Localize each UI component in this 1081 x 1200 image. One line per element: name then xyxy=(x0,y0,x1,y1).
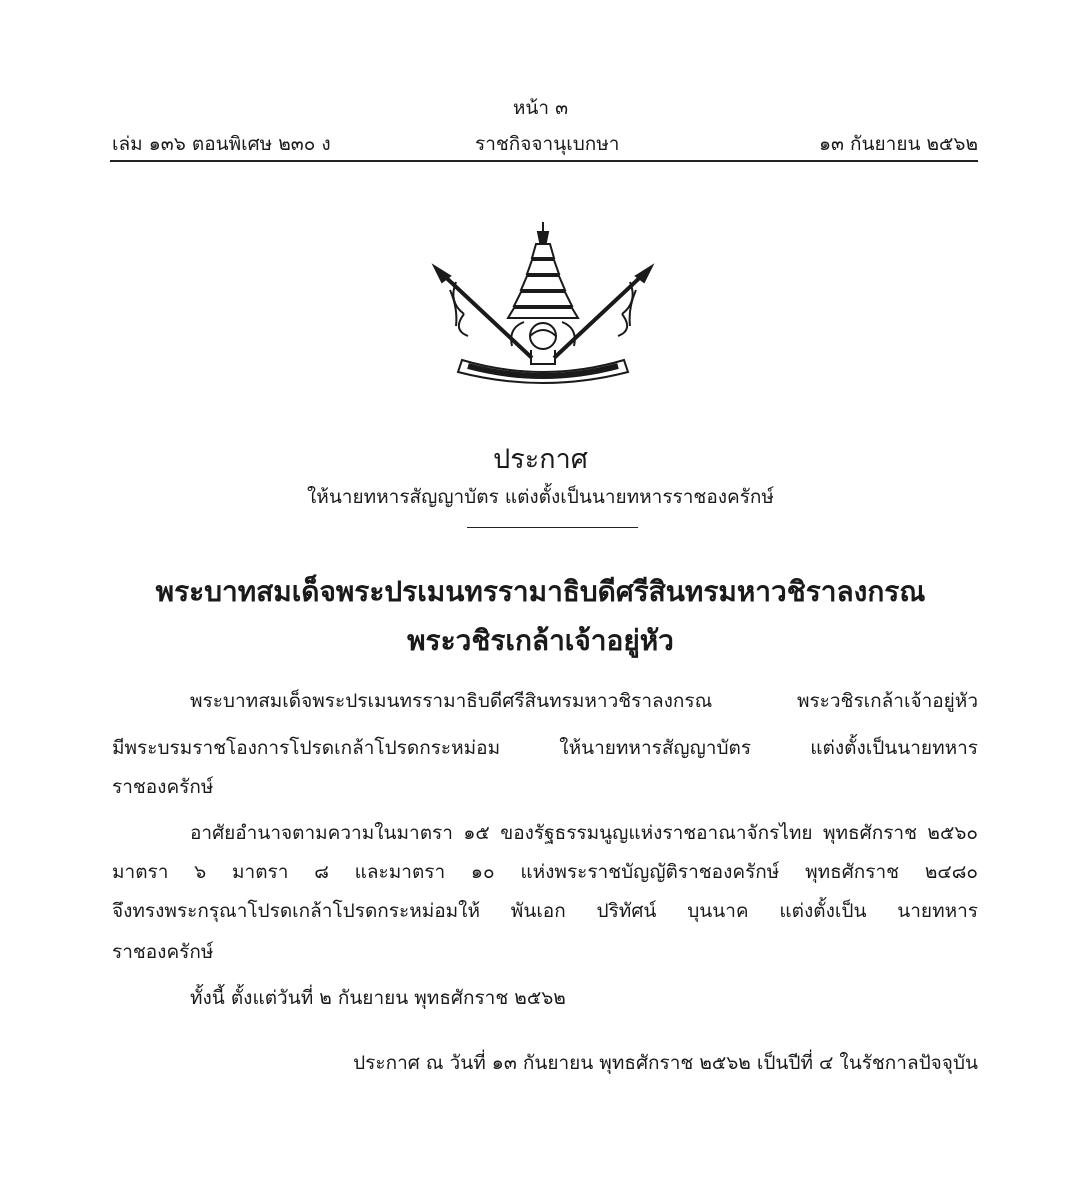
closing-statement: ประกาศ ณ วันที่ ๑๓ กันยายน พุทธศักราช ๒๕๖๒ เป็นปีที่ ๔ ในรัชกาลปัจจุบัน xyxy=(353,1052,978,1074)
page-number: หน้า ๓ xyxy=(512,97,569,119)
royal-emblem-icon xyxy=(428,218,658,388)
announcement-title: ประกาศ xyxy=(493,444,588,475)
publication-name: ราชกิจจานุเบกษา xyxy=(475,133,620,155)
king-name-line-2: พระวชิรเกล้าเจ้าอยู่หัว xyxy=(407,624,674,657)
paragraph-2-line-2: มาตรา ๖ มาตรา ๘ และมาตรา ๑๐ แห่งพระราชบัญญัติราชองครักษ์ พุทธศักราช ๒๔๘๐ xyxy=(112,861,978,883)
paragraph-2-line-4: ราชองครักษ์ xyxy=(112,941,214,963)
publication-date: ๑๓ กันยายน ๒๕๖๒ xyxy=(818,133,978,155)
title-divider xyxy=(467,527,638,528)
paragraph-1-line-2: มีพระบรมราชโองการโปรดเกล้าโปรดกระหม่อม ให้นายทหารสัญญาบัตร แต่งตั้งเป็นนายทหาร xyxy=(112,737,978,759)
king-name-line-1: พระบาทสมเด็จพระปรเมนทรรามาธิบดีศรีสินทรมหาวชิราลงกรณ xyxy=(155,575,926,608)
paragraph-1-line-3: ราชองครักษ์ xyxy=(112,776,214,798)
paragraph-3-line-1: ทั้งนี้ ตั้งแต่วันที่ ๒ กันยายน พุทธศักราช ๒๕๖๒ xyxy=(190,987,566,1009)
volume-info: เล่ม ๑๓๖ ตอนพิเศษ ๒๓๐ ง xyxy=(112,133,331,155)
header-divider xyxy=(110,160,978,162)
paragraph-1-line-1: พระบาทสมเด็จพระปรเมนทรรามาธิบดีศรีสินทรมหาวชิราลงกรณ พระวชิรเกล้าเจ้าอยู่หัว xyxy=(190,690,978,712)
gazette-header xyxy=(112,129,978,155)
paragraph-2-line-3: จึงทรงพระกรุณาโปรดเกล้าโปรดกระหม่อมให้ พันเอก ปริทัศน์ บุนนาค แต่งตั้งเป็น นายทหาร xyxy=(112,900,978,922)
announcement-subtitle: ให้นายทหารสัญญาบัตร แต่งตั้งเป็นนายทหารราชองครักษ์ xyxy=(307,486,774,508)
paragraph-2-line-1: อาศัยอำนาจตามความในมาตรา ๑๕ ของรัฐธรรมนูญแห่งราชอาณาจักรไทย พุทธศักราช ๒๕๖๐ xyxy=(190,822,978,844)
